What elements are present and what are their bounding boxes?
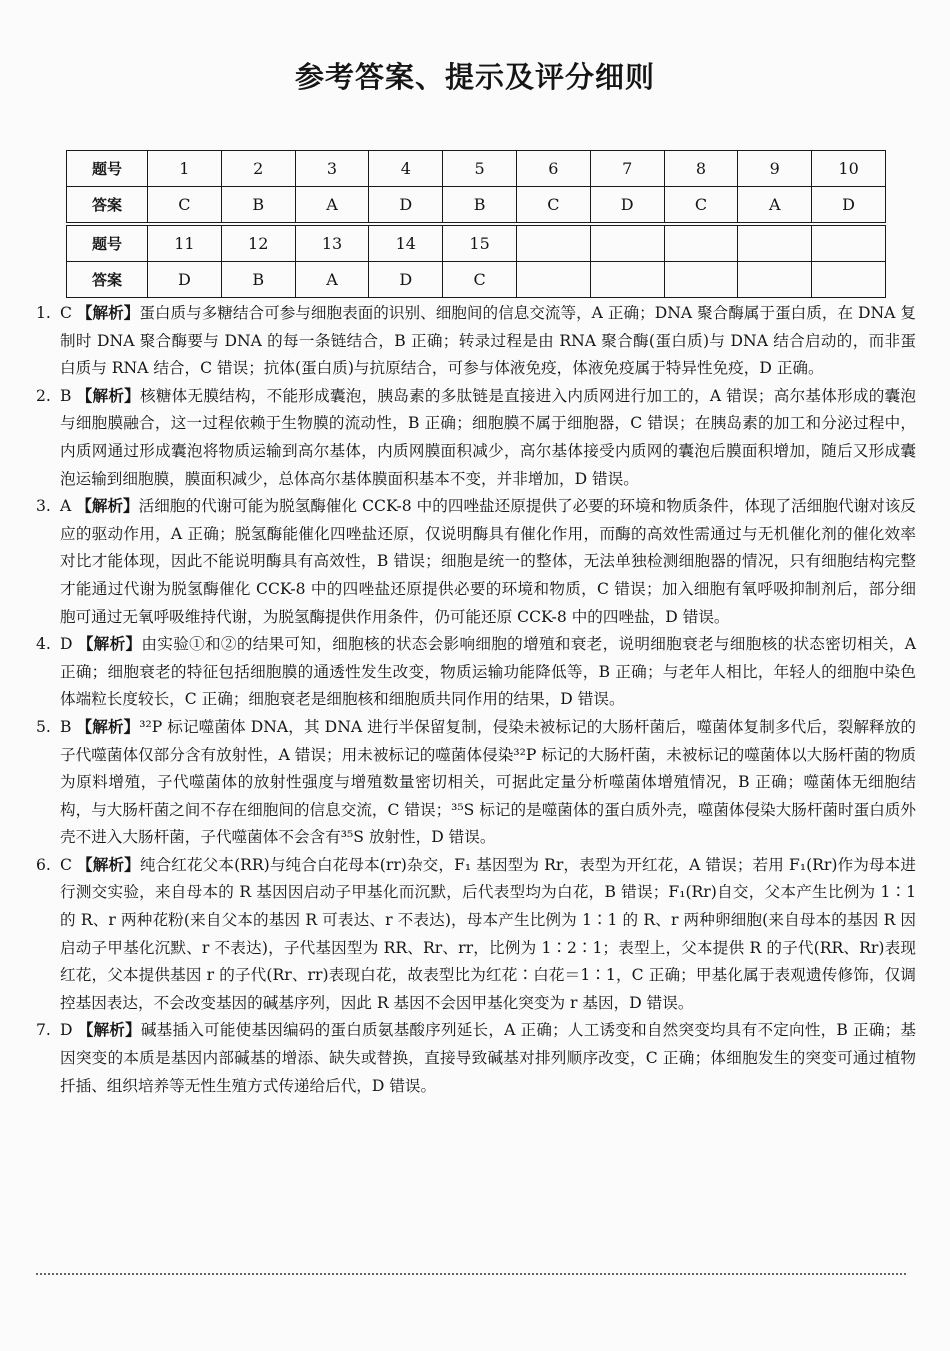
answer-cell: C xyxy=(516,187,590,223)
list-item xyxy=(36,714,916,852)
item-answer: C xyxy=(60,855,72,874)
answer-cell xyxy=(516,262,590,298)
question-number: 8 xyxy=(664,151,738,187)
answer-cell: A xyxy=(738,187,812,223)
analysis-tag: 【解析】 xyxy=(77,855,140,874)
list-item xyxy=(36,493,916,631)
item-answer: D xyxy=(60,635,73,654)
row-header: 题号 xyxy=(67,226,148,262)
item-number: 4. xyxy=(36,635,51,654)
question-number xyxy=(516,226,590,262)
item-answer: B xyxy=(60,386,72,405)
item-text: 由实验①和②的结果可知，细胞核的状态会影响细胞的增殖和衰老，说明细胞衰老与细胞核的状态密切相关，A 正确；细胞衰老的特征包括细胞膜的通透性发生改变，物质运输功能降低等，B 正确；与老年人相比，年轻人的细胞中染色体端粒长度较长，C 正确；细胞衰老是细胞核和细胞质共同作用的结果，D 错误。 xyxy=(60,635,916,709)
row-header: 题号 xyxy=(67,151,148,187)
answer-cell: A xyxy=(295,262,369,298)
question-number: 2 xyxy=(221,151,295,187)
question-number: 7 xyxy=(590,151,664,187)
item-number: 1. xyxy=(36,304,51,322)
answer-cell: C xyxy=(443,262,517,298)
item-text: 活细胞的代谢可能为脱氢酶催化 CCK-8 中的四唑盐还原提供了必要的环境和物质条件，体现了活细胞代谢对该反应的驱动作用，A 正确；脱氢酶能催化四唑盐还原，仅说明酶具有催化作用，而酶的高效性需通过与无机催化剂的催化效率对比才能体现，因此不能说明酶具有高效性，B 错误；细胞是统一的整体，无法单独检测细胞器的情况，只有细胞结构完整才能通过代谢为脱氢酶催化 CCK-8 中的四唑盐还原提供必要的环境和物质，C 错误；加入细胞有氧呼吸抑制剂后，部分细胞可通过无氧呼吸维持代谢，为脱氢酶提供作用条件，仍可能还原 CCK-8 中的四唑盐，D 错误。 xyxy=(60,497,916,626)
item-text: 蛋白质与多糖结合可参与细胞表面的识别、细胞间的信息交流等，A 正确；DNA 聚合酶属于蛋白质，在 DNA 复制时 DNA 聚合酶要与 DNA 的每一条链结合，B 正确；转录过程是由 RNA 聚合酶(蛋白质)与 DNA 结合启动的，而非蛋白质与 RNA 结合，C 错误；抗体(蛋白质)与抗原结合，可参与体液免疫，体液免疫属于特异性免疫，D 正确。 xyxy=(60,304,916,378)
analysis-tag: 【解析】 xyxy=(77,1021,141,1040)
item-number: 3. xyxy=(36,497,51,516)
answer-cell xyxy=(812,262,886,298)
table-row xyxy=(67,187,886,223)
list-item xyxy=(36,1017,916,1100)
answer-cell: A xyxy=(295,187,369,223)
item-number: 5. xyxy=(36,717,51,736)
list-item xyxy=(36,383,916,493)
item-number: 7. xyxy=(36,1021,51,1040)
analysis-tag: 【解析】 xyxy=(76,304,140,322)
question-number xyxy=(590,226,664,262)
table-row xyxy=(67,262,886,298)
question-number: 14 xyxy=(369,226,443,262)
question-number: 11 xyxy=(148,226,222,262)
analysis-tag: 【解析】 xyxy=(77,635,142,654)
table-row xyxy=(67,226,886,262)
answer-cell: D xyxy=(369,262,443,298)
question-number xyxy=(738,226,812,262)
list-item xyxy=(36,852,916,1018)
analysis-tag: 【解析】 xyxy=(76,386,140,405)
answer-cell: B xyxy=(221,187,295,223)
page-title: 参考答案、提示及评分细则 xyxy=(294,60,655,94)
question-number: 5 xyxy=(443,151,517,187)
question-number: 9 xyxy=(738,151,812,187)
answer-table xyxy=(66,150,886,298)
question-number: 15 xyxy=(443,226,517,262)
item-answer: D xyxy=(60,1021,73,1040)
answer-cell: C xyxy=(148,187,222,223)
analysis-tag: 【解析】 xyxy=(76,497,139,516)
item-text: 碱基插入可能使基因编码的蛋白质氨基酸序列延长，A 正确；人工诱变和自然突变均具有不定向性，B 正确；基因突变的本质是基因内部碱基的增添、缺失或替换，直接导致碱基对排列顺序改变，C 正确；体细胞发生的突变可通过植物扦插、组织培养等无性生殖方式传递给后代，D 错误。 xyxy=(60,1021,916,1095)
item-text: ³²P 标记噬菌体 DNA，其 DNA 进行半保留复制，侵染未被标记的大肠杆菌后，噬菌体复制多代后，裂解释放的子代噬菌体仅部分含有放射性，A 错误；用未被标记的噬菌体侵染³²P 标记的大肠杆菌，未被标记的噬菌体以大肠杆菌的物质为原料增殖，子代噬菌体的放射性强度与增殖数量密切相关，可据此定量分析噬菌体增殖情况，B 正确；噬菌体无细胞结构，与大肠杆菌之间不存在细胞间的信息交流，C 错误；³⁵S 标记的是噬菌体的蛋白质外壳，噬菌体侵染大肠杆菌时蛋白质外壳不进入大肠杆菌，子代噬菌体不会含有³⁵S 放射性，D 错误。 xyxy=(60,717,916,847)
question-number: 4 xyxy=(369,151,443,187)
answer-cell: D xyxy=(148,262,222,298)
answer-cell xyxy=(664,262,738,298)
answer-cell xyxy=(738,262,812,298)
item-answer: B xyxy=(60,717,72,736)
answer-cell: D xyxy=(369,187,443,223)
answer-cell: B xyxy=(443,187,517,223)
cropped-line-divider xyxy=(36,1273,906,1279)
question-number: 13 xyxy=(295,226,369,262)
answer-cell: C xyxy=(664,187,738,223)
item-answer: C xyxy=(60,304,72,322)
question-number: 10 xyxy=(812,151,886,187)
item-number: 2. xyxy=(36,386,51,405)
table-row xyxy=(67,151,886,187)
question-number xyxy=(664,226,738,262)
list-item xyxy=(36,300,916,383)
question-number: 3 xyxy=(295,151,369,187)
question-number: 6 xyxy=(516,151,590,187)
explanation-list xyxy=(36,300,916,1100)
row-header: 答案 xyxy=(67,187,148,223)
list-item xyxy=(36,631,916,714)
analysis-tag: 【解析】 xyxy=(76,717,140,736)
answer-cell: D xyxy=(812,187,886,223)
item-text: 核糖体无膜结构，不能形成囊泡，胰岛素的多肽链是直接进入内质网进行加工的，A 错误；高尔基体形成的囊泡与细胞膜融合，这一过程依赖于生物膜的流动性，B 正确；细胞膜不属于细胞器，C 错误；在胰岛素的加工和分泌过程中，内质网通过形成囊泡将物质运输到高尔基体，内质网膜面积减少，高尔基体接受内质网的囊泡后膜面积增加，随后又形成囊泡运输到细胞膜，膜面积减少，总体高尔基体膜面积基本不变，并非增加，D 错误。 xyxy=(60,386,916,488)
question-number: 1 xyxy=(148,151,222,187)
item-answer: A xyxy=(60,497,72,516)
question-number: 12 xyxy=(221,226,295,262)
answer-cell: B xyxy=(221,262,295,298)
row-header: 答案 xyxy=(67,262,148,298)
question-number xyxy=(812,226,886,262)
item-number: 6. xyxy=(36,855,51,874)
answer-cell: D xyxy=(590,187,664,223)
item-text: 纯合红花父本(RR)与纯合白花母本(rr)杂交，F₁ 基因型为 Rr，表型为开红花，A 错误；若用 F₁(Rr)作为母本进行测交实验，来自母本的 R 基因因启动子甲基化而沉默，后代表型均为白花，B 错误；F₁(Rr)自交，父本产生比例为 1∶1 的 R、r 两种花粉(来自父本的基因 R 可表达、r 不表达)，母本产生比例为 1∶1 的 R、r 两种卵细胞(来自母本的基因 R 因启动子甲基化沉默、r 不表达)，子代基因型为 RR、Rr、rr，比例为 1∶2∶1；表型上，父本提供 R 的子代(RR、Rr)表现红花，父本提供基因 r 的子代(Rr、rr)表现白花，故表型比为红花∶白花＝1∶1，C 正确；甲基化属于表观遗传修饰，仅调控基因表达，不会改变基因的碱基序列，因此 R 基因不会因甲基化突变为 r 基因，D 错误。 xyxy=(60,855,916,1012)
answer-cell xyxy=(590,262,664,298)
